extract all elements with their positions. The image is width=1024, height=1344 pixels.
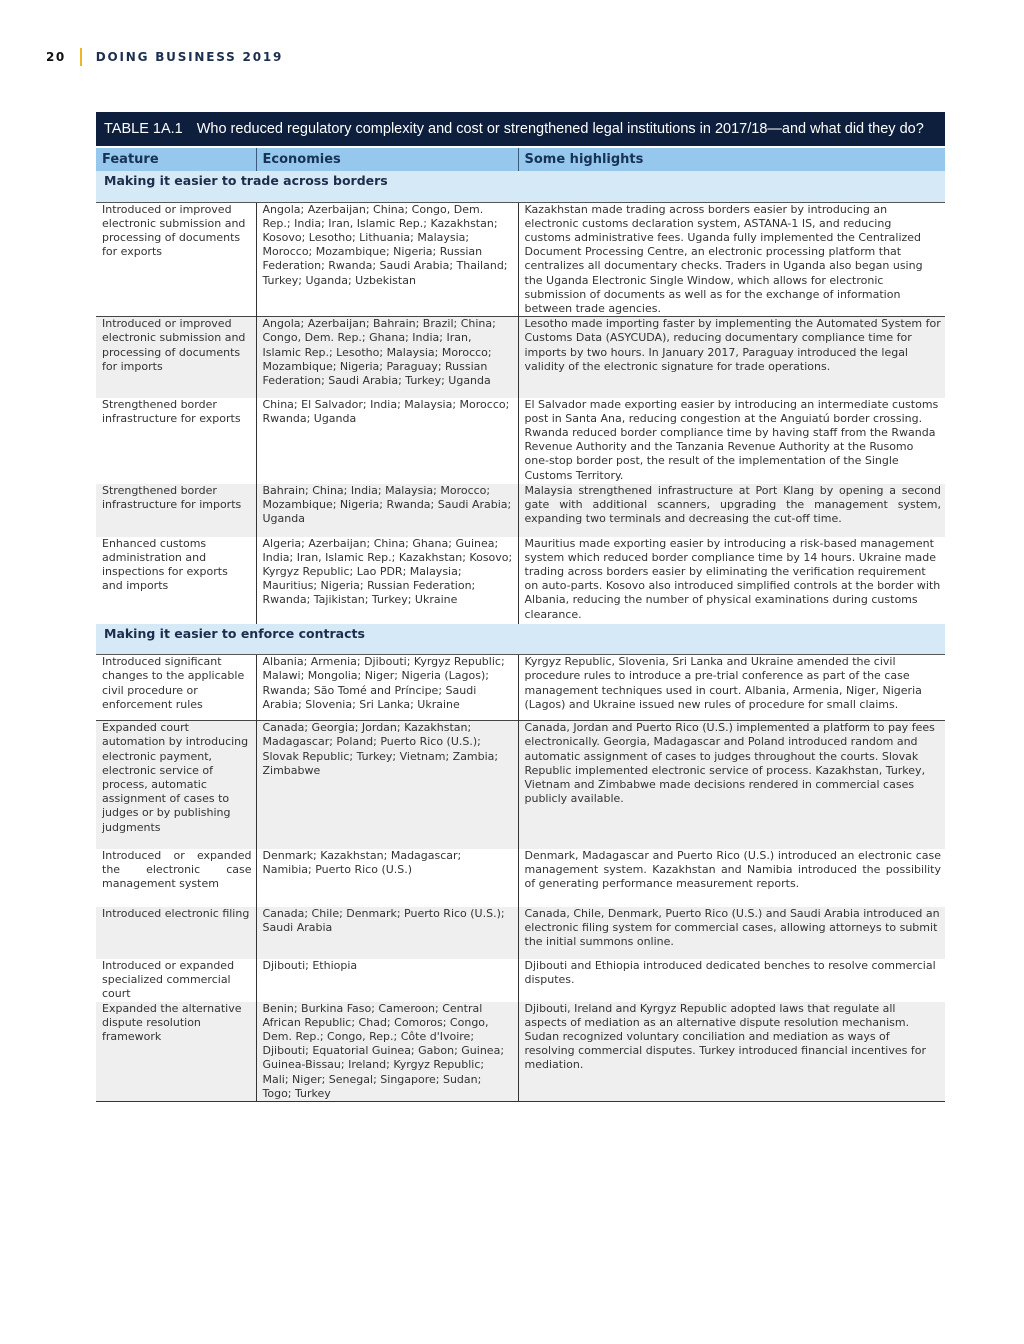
table-title-bar <box>96 112 945 146</box>
table-body <box>96 146 945 1102</box>
table-row <box>96 317 945 398</box>
highlights-cell: El Salvador made exporting easier by introducing an intermediate customs post in Santa Ana, reducing congestion at the Anguiatú border crossing. Rwanda reduced border compliance time by having staff from the Rwanda Revenue Authority and the Tanzania Revenue Authority at the Rusomo one-stop border post, the result of the implementation of the Single Customs Territory. <box>518 398 945 484</box>
economies-cell: Benin; Burkina Faso; Cameroon; Central African Republic; Chad; Comoros; Congo, Dem. Rep.; Congo, Rep.; Côte d'Ivoire; Djibouti; Equatorial Guinea; Gabon; Guinea; Guinea-Bissau; Ireland; Kyrgyz Republic; Mali; Niger; Senegal; Singapore; Sudan; Togo; Turkey <box>256 1002 518 1102</box>
table-row <box>96 655 945 721</box>
feature-cell: Expanded the alternative dispute resolution framework <box>96 1002 256 1102</box>
economies-cell: China; El Salvador; India; Malaysia; Morocco; Rwanda; Uganda <box>256 398 518 484</box>
section-header-contracts <box>96 624 945 655</box>
reforms-table <box>96 112 945 1102</box>
table-row <box>96 721 945 849</box>
highlights-cell: Canada, Chile, Denmark, Puerto Rico (U.S.) and Saudi Arabia introduced an electronic filing system for commercial cases, allowing attorneys to submit the initial summons online. <box>518 907 945 959</box>
table-row <box>96 537 945 624</box>
feature-cell: Introduced or expanded the electronic case management system <box>102 848 252 891</box>
table-title: Who reduced regulatory complexity and cost or strengthened legal institutions in 2017/18—and what did they do? <box>196 121 924 137</box>
feature-cell: Introduced or improved electronic submission and processing of documents for exports <box>102 202 246 259</box>
section-title: Making it easier to enforce contracts <box>96 624 945 655</box>
table-row <box>96 398 945 484</box>
highlights-cell: Denmark, Madagascar and Puerto Rico (U.S.) introduced an electronic case management system. Kazakhstan and Namibia introduced the possibility of generating performance measurement reports. <box>518 849 945 907</box>
table-row <box>96 959 945 1002</box>
feature-cell: Introduced or expanded specialized commercial court <box>102 958 235 1001</box>
highlights-cell: Canada, Jordan and Puerto Rico (U.S.) implemented a platform to pay fees electronically. Georgia, Madagascar and Poland introduced random and automatic assignment of cases to judges throughout the courts. Slovak Republic implemented electronic service of process. Kazakhstan, Turkey, Vietnam and Zimbabwe made decisions rendered in commercial cases publicly available. <box>518 721 945 849</box>
economies-cell: Albania; Armenia; Djibouti; Kyrgyz Republic; Malawi; Mongolia; Niger; Nigeria (Lagos); Rwanda; São Tomé and Príncipe; Saudi Arabia; Slovenia; Sri Lanka; Ukraine <box>256 655 518 721</box>
economies-cell: Djibouti; Ethiopia <box>256 959 518 1002</box>
section-title: Making it easier to trade across borders <box>96 171 945 202</box>
economies-cell: Canada; Georgia; Jordan; Kazakhstan; Madagascar; Poland; Puerto Rico (U.S.); Slovak Republic; Turkey; Vietnam; Zambia; Zimbabwe <box>256 721 518 849</box>
running-head <box>46 46 283 68</box>
highlights-cell: Malaysia strengthened infrastructure at Port Klang by opening a second gate with additional scanners, upgrading the management system, expanding two terminals and decreasing the cut-off time. <box>518 484 945 537</box>
economies-cell: Angola; Azerbaijan; Bahrain; Brazil; China; Congo, Dem. Rep.; Ghana; India; Iran, Islamic Rep.; Lesotho; Malaysia; Morocco; Mozambique; Nigeria; Paraguay; Russian Federation; Saudi Arabia; Turkey; Uganda <box>256 317 518 398</box>
table-number: TABLE 1A.1 <box>104 121 183 137</box>
table-row <box>96 849 945 907</box>
feature-cell: Introduced electronic filing <box>96 907 256 959</box>
highlights-cell: Kazakhstan made trading across borders easier by introducing an electronic customs declaration system, ASTANA-1 IS, and reducing customs administrative fees. Uganda fully implemented the Centralized Document Processing Centre, an electronic processing platform that centralizes all documentary checks. Traders in Uganda also began using the Uganda Electronic Single Window, which allows for electronic submission of documents as well as for the exchange of information between trade agencies. <box>518 202 945 317</box>
feature-cell: Strengthened border infrastructure for imports <box>96 484 256 537</box>
column-header-highlights: Some highlights <box>518 147 945 171</box>
publication-title: DOING BUSINESS 2019 <box>95 50 284 64</box>
economies-cell: Bahrain; China; India; Malaysia; Morocco; Mozambique; Nigeria; Rwanda; Saudi Arabia; Uganda <box>256 484 518 537</box>
economies-cell: Denmark; Kazakhstan; Madagascar; Namibia; Puerto Rico (U.S.) <box>256 849 518 907</box>
table-row <box>96 202 945 317</box>
highlights-cell: Djibouti and Ethiopia introduced dedicated benches to resolve commercial disputes. <box>518 959 945 1002</box>
highlights-cell: Kyrgyz Republic, Slovenia, Sri Lanka and Ukraine amended the civil procedure rules to introduce a pre-trial conference as part of the case management techniques used in court. Albania, Armenia, Niger, Nigeria (Lagos) and Ukraine issued new rules of procedure for small claims. <box>518 655 945 721</box>
header-divider <box>80 48 82 66</box>
economies-cell: Algeria; Azerbaijan; China; Ghana; Guinea; India; Iran, Islamic Rep.; Kazakhstan; Kosovo; Kyrgyz Republic; Lao PDR; Malaysia; Mauritius; Nigeria; Russian Federation; Rwanda; Tajikistan; Turkey; Ukraine <box>256 537 518 624</box>
feature-cell: Enhanced customs administration and inspections for exports and imports <box>102 536 228 593</box>
section-header-trade <box>96 171 945 202</box>
feature-cell: Strengthened border infrastructure for exports <box>102 397 241 425</box>
column-header-feature: Feature <box>96 147 256 171</box>
feature-cell: Expanded court automation by introducing electronic payment, electronic service of process, automatic assignment of cases to judges or by publishing judgments <box>96 721 256 849</box>
feature-cell: Introduced or improved electronic submission and processing of documents for imports <box>96 317 256 398</box>
column-header-economies: Economies <box>256 147 518 171</box>
highlights-cell: Mauritius made exporting easier by introducing a risk-based management system which reduced border compliance time by 14 hours. Ukraine made trading across borders easier by eliminating the verification requirement on auto-parts. Kosovo also introduced simplified controls at the border with Albania, reducing the number of physical examinations during customs clearance. <box>518 537 945 624</box>
table-row <box>96 907 945 959</box>
feature-cell: Introduced significant changes to the applicable civil procedure or enforcement rules <box>102 655 245 711</box>
column-header-row <box>96 147 945 171</box>
economies-cell: Angola; Azerbaijan; China; Congo, Dem. Rep.; India; Iran, Islamic Rep.; Kazakhstan; Kosovo; Lesotho; Lithuania; Malaysia; Morocco; Mozambique; Nigeria; Russian Federation; Rwanda; Saudi Arabia; Thailand; Turkey; Uganda; Uzbekistan <box>256 202 518 317</box>
page-number: 20 <box>46 50 66 64</box>
highlights-cell: Djibouti, Ireland and Kyrgyz Republic adopted laws that regulate all aspects of mediation as an alternative dispute resolution mechanism. Sudan recognized voluntary conciliation and mediation as ways of resolving commercial disputes. Turkey introduced financial incentives for mediation. <box>518 1002 945 1102</box>
economies-cell: Canada; Chile; Denmark; Puerto Rico (U.S.); Saudi Arabia <box>256 907 518 959</box>
highlights-cell: Lesotho made importing faster by implementing the Automated System for Customs Data (ASYCUDA), reducing documentary compliance time for imports by two hours. In January 2017, Paraguay introduced the legal validity of the electronic signature for trade operations. <box>518 317 945 398</box>
table-row <box>96 1002 945 1102</box>
table-row <box>96 484 945 537</box>
